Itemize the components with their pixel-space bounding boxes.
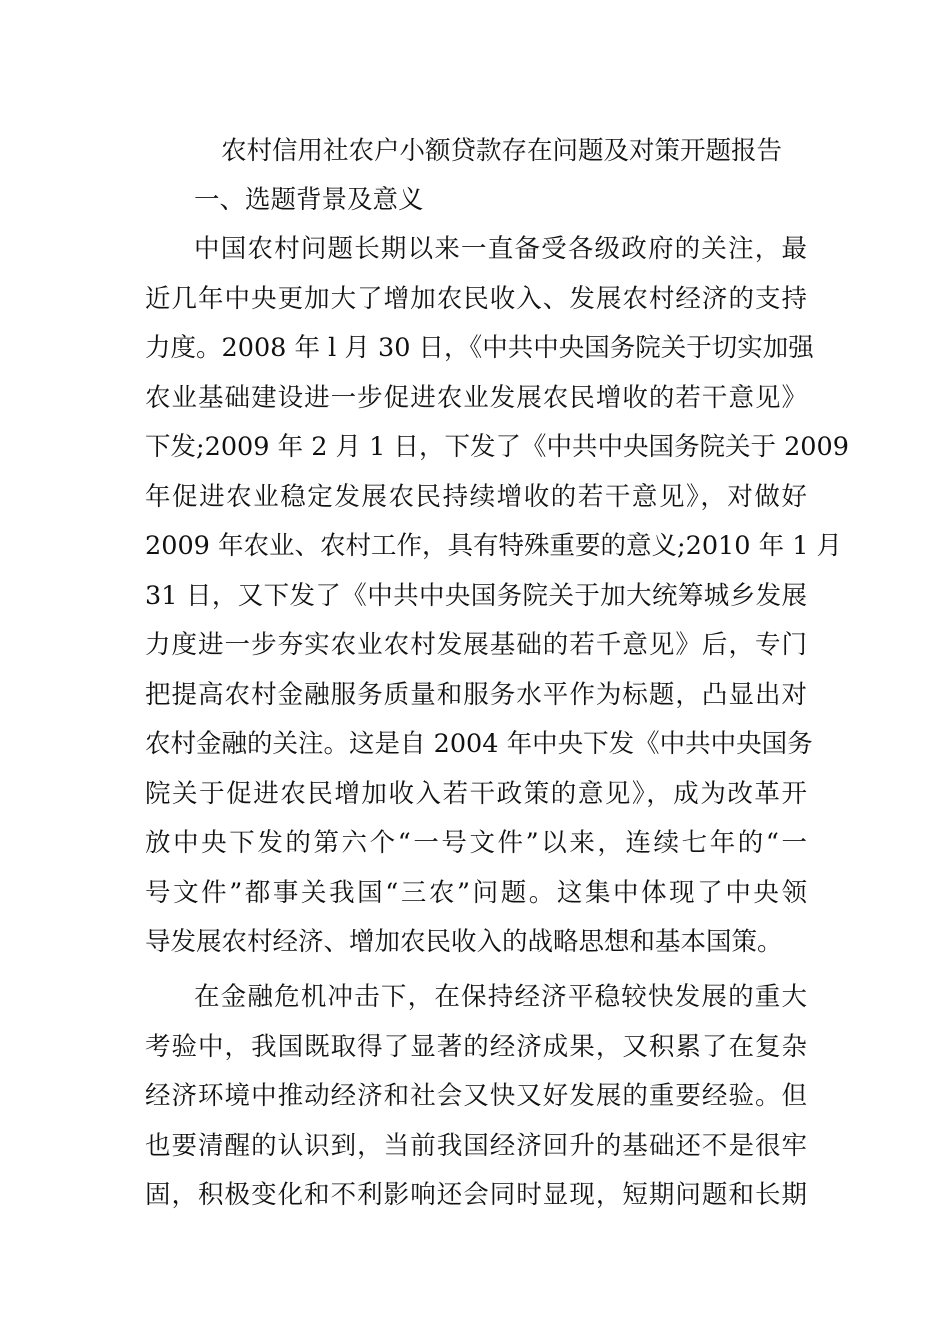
paragraph-line: 号文件”都事关我国“三农”问题。这集中体现了中央领 xyxy=(145,878,807,908)
paragraph-line: 把提高农村金融服务质量和服务水平作为标题，凸显出对 xyxy=(145,680,807,710)
paragraph-line: 近几年中央更加大了增加农民收入、发展农村经济的支持 xyxy=(145,284,807,314)
paragraph-line: 下发;2009 年 2 月 1 日，下发了《中共中央国务院关于 2009 xyxy=(145,432,849,462)
paragraph-line: 力度进一步夯实农业农村发展基础的若千意见》后，专门 xyxy=(145,630,807,660)
paragraph-line: 院关于促进农民增加收入若干政策的意见》，成为改革开 xyxy=(145,779,807,809)
section-heading: 一、选题背景及意义 xyxy=(194,185,424,215)
paragraph-line: 31 日，又下发了《中共中央国务院关于加大统筹城乡发展 xyxy=(145,581,807,611)
paragraph-line: 考验中，我国既取得了显著的经济成果，又积累了在复杂 xyxy=(145,1032,807,1062)
paragraph-line: 放中央下发的第六个“一号文件”以来，连续七年的“一 xyxy=(145,828,807,858)
paragraph-line: 固，积极变化和不利影响还会同时显现，短期问题和长期 xyxy=(145,1180,807,1210)
paragraph-line: 2009 年农业、农村工作，具有特殊重要的意义;2010 年 1 月 xyxy=(145,531,843,561)
paragraph-line: 中国农村问题长期以来一直备受各级政府的关注，最 xyxy=(194,234,807,264)
paragraph-line: 经济环境中推动经济和社会又快又好发展的重要经验。但 xyxy=(145,1081,807,1111)
document-title: 农村信用社农户小额贷款存在问题及对策开题报告 xyxy=(221,136,783,166)
paragraph-line: 在金融危机冲击下，在保持经济平稳较快发展的重大 xyxy=(194,982,807,1012)
paragraph-line: 导发展农村经济、增加农民收入的战略思想和基本国策。 xyxy=(145,927,783,957)
paragraph-line: 农业基础建设进一步促进农业发展农民增收的若干意见》 xyxy=(145,383,807,413)
paragraph-line: 也要清醒的认识到，当前我国经济回升的基础还不是很牢 xyxy=(145,1131,807,1161)
paragraph-line: 农村金融的关注。这是自 2004 年中央下发《中共中央国务 xyxy=(145,729,813,759)
paragraph-line: 力度。2008 年 l 月 30 日，《中共中央国务院关于切实加强 xyxy=(145,333,814,363)
paragraph-line: 年促进农业稳定发展农民持续增收的若干意见》，对做好 xyxy=(145,482,807,512)
